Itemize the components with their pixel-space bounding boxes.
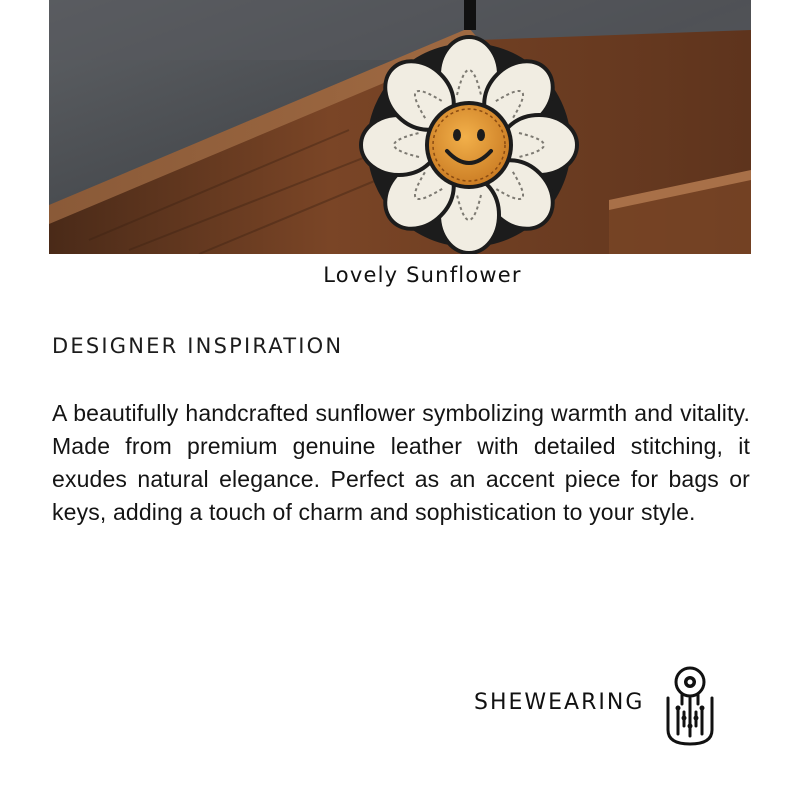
product-photo: [49, 0, 751, 254]
shewearing-monogram-icon: [660, 664, 720, 748]
designer-inspiration-heading: DESIGNER INSPIRATION: [52, 334, 344, 358]
brand-name: SHEWEARING: [474, 690, 645, 715]
product-description: A beautifully handcrafted sunflower symbolizing warmth and vitality. Made from premium genuine leather with detailed stitching, it exudes natural elegance. Perfect as an accent piece for bags or keys, adding a touch of charm and sophistication to your style.: [52, 400, 750, 525]
product-caption: Lovely Sunflower: [323, 263, 522, 287]
